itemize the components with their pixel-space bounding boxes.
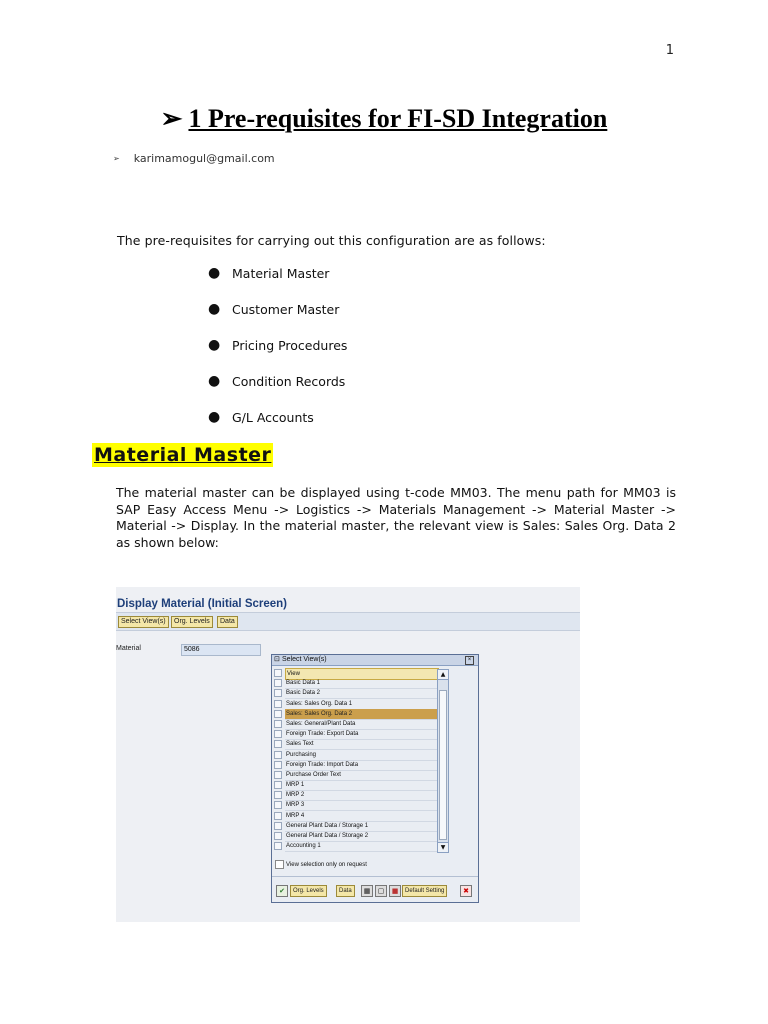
- table-row[interactable]: [272, 780, 450, 790]
- scroll-up-icon[interactable]: ▲: [438, 670, 448, 680]
- email-line: [113, 152, 275, 165]
- view-checkbox[interactable]: [274, 771, 282, 779]
- material-label: Material: [116, 645, 141, 652]
- list-item: ● Condition Records: [208, 373, 346, 389]
- view-label: Sales Text: [285, 739, 437, 750]
- view-checkbox[interactable]: [274, 751, 282, 759]
- table-row[interactable]: [272, 831, 450, 841]
- data-button[interactable]: Data: [336, 885, 355, 897]
- view-label: Basic Data 1: [285, 678, 437, 689]
- email-link[interactable]: karimamogul@gmail.com: [133, 152, 275, 165]
- view-label: Foreign Trade: Import Data: [285, 760, 437, 771]
- section-paragraph: The material master can be displayed using t-code MM03. The menu path for MM03 is SAP Easy Access Menu -> Logistics -> Materials Management -> Material Master -> Material -> Display. In the material master, the relevant view is Sales: Sales Org. Data 2 as shown below:: [116, 485, 676, 550]
- view-label: MRP 1: [285, 780, 437, 791]
- select-views-button[interactable]: Select View(s): [118, 616, 169, 628]
- view-selection-option[interactable]: [275, 860, 367, 869]
- view-checkbox[interactable]: [274, 791, 282, 799]
- table-row[interactable]: [272, 750, 450, 760]
- view-checkbox[interactable]: [274, 679, 282, 687]
- view-checkbox[interactable]: [274, 710, 282, 718]
- list-item: ● Pricing Procedures: [208, 337, 348, 353]
- view-checkbox[interactable]: [274, 832, 282, 840]
- arrow-bullet-icon: ➢: [160, 104, 183, 133]
- cancel-icon[interactable]: ✖: [460, 885, 472, 897]
- bullet-icon: ●: [208, 301, 221, 317]
- view-label: MRP 3: [285, 800, 437, 811]
- bullet-icon: ●: [208, 409, 221, 425]
- list-item: ● G/L Accounts: [208, 409, 314, 425]
- view-checkbox[interactable]: [274, 812, 282, 820]
- view-checkbox[interactable]: [274, 730, 282, 738]
- select-all-icon[interactable]: ▦: [361, 885, 373, 897]
- table-row[interactable]: [272, 811, 450, 821]
- confirm-icon[interactable]: ✔: [276, 885, 288, 897]
- view-label: Sales: General/Plant Data: [285, 719, 437, 730]
- view-label: Sales: Sales Org. Data 2: [285, 709, 437, 720]
- arrow-bullet-icon: ➢: [113, 154, 120, 163]
- view-checkbox[interactable]: [274, 801, 282, 809]
- sap-toolbar: [116, 612, 580, 631]
- table-row[interactable]: [272, 709, 450, 719]
- intro-text: The pre-requisites for carrying out this configuration are as follows:: [117, 233, 546, 248]
- table-row[interactable]: [272, 729, 450, 739]
- prerequisite-list: [208, 265, 347, 445]
- table-row[interactable]: [272, 699, 450, 709]
- page-number: 1: [665, 43, 674, 58]
- view-checkbox[interactable]: [274, 781, 282, 789]
- bullet-icon: ●: [208, 265, 221, 281]
- table-row[interactable]: [272, 688, 450, 698]
- view-selection-label: View selection only on request: [286, 862, 367, 869]
- view-label: MRP 4: [285, 811, 437, 822]
- deselect-all-icon[interactable]: ▢: [375, 885, 387, 897]
- sap-screenshot: [116, 587, 580, 922]
- view-label: Purchasing: [285, 750, 437, 761]
- view-checkbox[interactable]: [274, 720, 282, 728]
- data-button[interactable]: Data: [217, 616, 238, 628]
- view-checkbox[interactable]: [274, 689, 282, 697]
- dialog-title: Select View(s): [282, 656, 327, 663]
- view-checkbox[interactable]: [274, 761, 282, 769]
- dialog-footer: [272, 876, 478, 901]
- dialog-icon: ⊡: [274, 656, 280, 663]
- dialog-title-bar: [272, 655, 478, 666]
- table-row[interactable]: [272, 790, 450, 800]
- view-checkbox[interactable]: [274, 842, 282, 850]
- select-all-checkbox[interactable]: [274, 669, 282, 677]
- scroll-thumb[interactable]: [439, 690, 447, 840]
- view-label: Foreign Trade: Export Data: [285, 729, 437, 740]
- view-label: Basic Data 2: [285, 688, 437, 699]
- bullet-icon: ●: [208, 373, 221, 389]
- view-label: General Plant Data / Storage 1: [285, 821, 437, 832]
- table-row[interactable]: [272, 800, 450, 810]
- list-item: ● Material Master: [208, 265, 330, 281]
- material-input[interactable]: 5086: [181, 644, 261, 656]
- select-views-dialog: [271, 654, 479, 903]
- table-row[interactable]: [272, 760, 450, 770]
- scroll-down-icon[interactable]: ▼: [438, 842, 448, 852]
- table-row[interactable]: [272, 841, 450, 851]
- view-checkbox[interactable]: [274, 700, 282, 708]
- table-row[interactable]: [272, 719, 450, 729]
- view-selection-checkbox[interactable]: [275, 860, 284, 869]
- close-icon[interactable]: ×: [465, 656, 474, 665]
- section-heading: Material Master: [94, 444, 272, 466]
- list-item: ● Customer Master: [208, 301, 340, 317]
- table-row[interactable]: [272, 770, 450, 780]
- save-icon[interactable]: ■: [389, 885, 401, 897]
- views-list: [272, 668, 450, 851]
- sap-screen-title: Display Material (Initial Screen): [117, 598, 288, 610]
- table-row[interactable]: [272, 821, 450, 831]
- table-row[interactable]: [272, 678, 450, 688]
- bullet-icon: ●: [208, 337, 221, 353]
- list-header: [272, 668, 450, 678]
- org-levels-button[interactable]: Org. Levels: [171, 616, 213, 628]
- page-title: [0, 104, 768, 134]
- org-levels-button[interactable]: Org. Levels: [290, 885, 327, 897]
- view-label: MRP 2: [285, 790, 437, 801]
- list-scrollbar[interactable]: [437, 669, 449, 853]
- list-header-label: View: [285, 668, 439, 680]
- default-setting-button[interactable]: Default Setting: [402, 885, 447, 897]
- view-label: Purchase Order Text: [285, 770, 437, 781]
- view-checkbox[interactable]: [274, 822, 282, 830]
- title-text: 1 Pre-requisites for FI-SD Integration: [188, 104, 608, 133]
- view-checkbox[interactable]: [274, 740, 282, 748]
- view-label: Accounting 1: [285, 841, 437, 852]
- view-label: General Plant Data / Storage 2: [285, 831, 437, 842]
- view-label: Sales: Sales Org. Data 1: [285, 699, 437, 710]
- table-row[interactable]: [272, 739, 450, 749]
